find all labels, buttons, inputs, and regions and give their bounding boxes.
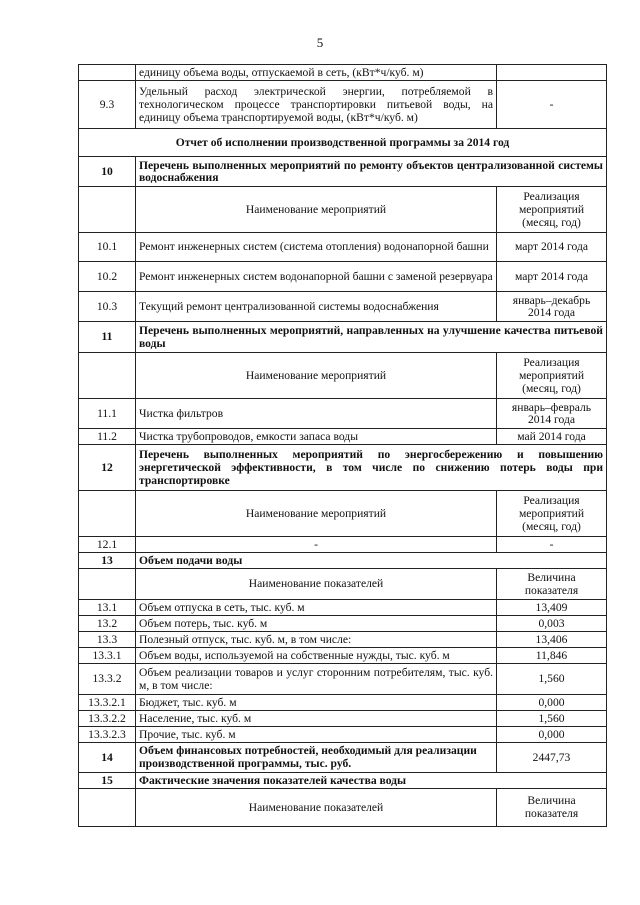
- section-heading: Перечень выполненных мероприятий, направленных на улучшение качества питьевой воды: [136, 321, 607, 352]
- row-value: январь–декабрь 2014 года: [497, 291, 607, 321]
- row-value: март 2014 года: [497, 232, 607, 261]
- row-value: 13,406: [497, 631, 607, 647]
- empty-number-cell: [79, 352, 136, 398]
- section-header-row: [79, 772, 607, 788]
- section-number: 11: [79, 321, 136, 352]
- row-number: 13.3.2: [79, 663, 136, 694]
- row-number: 13.3.2.2: [79, 710, 136, 726]
- row-text: -: [136, 536, 497, 552]
- report-title: Отчет об исполнении производственной программы за 2014 год: [79, 128, 607, 156]
- row-number: 11.1: [79, 398, 136, 428]
- row-value: май 2014 года: [497, 428, 607, 444]
- table-row: [79, 726, 607, 742]
- column-header-row: [79, 788, 607, 826]
- table-row: [79, 710, 607, 726]
- section-number: 10: [79, 156, 136, 186]
- row-text: Население, тыс. куб. м: [136, 710, 497, 726]
- row-number: 10.2: [79, 261, 136, 291]
- row-text: Ремонт инженерных систем (система отопления) водонапорной башни: [136, 232, 497, 261]
- column-header-name: Наименование мероприятий: [136, 490, 497, 536]
- empty-number-cell: [79, 568, 136, 599]
- table-row: [79, 742, 607, 772]
- empty-number-cell: [79, 186, 136, 232]
- row-text: Полезный отпуск, тыс. куб. м, в том числе:: [136, 631, 497, 647]
- empty-number-cell: [79, 788, 136, 826]
- table-row: [79, 694, 607, 710]
- row-value: -: [497, 536, 607, 552]
- section-heading: Фактические значения показателей качества воды: [136, 772, 607, 788]
- column-header-row: [79, 352, 607, 398]
- row-text: Текущий ремонт централизованной системы водоснабжения: [136, 291, 497, 321]
- table-row: [79, 599, 607, 615]
- row-number: 13.3.2.1: [79, 694, 136, 710]
- column-header-value: Величина показателя: [497, 568, 607, 599]
- row-value: январь–февраль 2014 года: [497, 398, 607, 428]
- row-value: 13,409: [497, 599, 607, 615]
- row-number: 10.3: [79, 291, 136, 321]
- row-value: -: [497, 80, 607, 128]
- column-header-row: [79, 490, 607, 536]
- row-text: единицу объема воды, отпускаемой в сеть, (кВт*ч/куб. м): [136, 65, 497, 81]
- table-row: [79, 291, 607, 321]
- table-row: [79, 80, 607, 128]
- column-header-name: Наименование мероприятий: [136, 186, 497, 232]
- column-header-value: Величина показателя: [497, 788, 607, 826]
- row-text: Чистка фильтров: [136, 398, 497, 428]
- row-number: 13.2: [79, 615, 136, 631]
- row-number: [79, 65, 136, 81]
- column-header-value: Реализация мероприятий (месяц, год): [497, 490, 607, 536]
- row-value: 1,560: [497, 663, 607, 694]
- row-text: Объем реализации товаров и услуг сторонним потребителям, тыс. куб. м, в том числе:: [136, 663, 497, 694]
- row-number: 11.2: [79, 428, 136, 444]
- column-header-row: [79, 186, 607, 232]
- row-number: 14: [79, 742, 136, 772]
- page-number: 5: [316, 35, 324, 50]
- section-number: 13: [79, 552, 136, 568]
- column-header-name: Наименование показателей: [136, 568, 497, 599]
- table-row: [79, 536, 607, 552]
- section-header-row: [79, 156, 607, 186]
- row-text: Прочие, тыс. куб. м: [136, 726, 497, 742]
- program-report-table: [78, 64, 607, 827]
- row-number: 13.3: [79, 631, 136, 647]
- row-value: [497, 65, 607, 81]
- column-header-value: Реализация мероприятий (месяц, год): [497, 352, 607, 398]
- row-text: Бюджет, тыс. куб. м: [136, 694, 497, 710]
- table-row: [79, 631, 607, 647]
- table-row: [79, 428, 607, 444]
- table-row: [79, 261, 607, 291]
- row-value: 1,560: [497, 710, 607, 726]
- table-row: [79, 663, 607, 694]
- section-heading: Перечень выполненных мероприятий по ремонту объектов централизованной системы водоснабжения: [136, 156, 607, 186]
- row-number: 9.3: [79, 80, 136, 128]
- row-value: 0,000: [497, 694, 607, 710]
- row-value: март 2014 года: [497, 261, 607, 291]
- column-header-name: Наименование показателей: [136, 788, 497, 826]
- column-header-name: Наименование мероприятий: [136, 352, 497, 398]
- section-header-row: [79, 321, 607, 352]
- section-number: 15: [79, 772, 136, 788]
- table-row: [79, 232, 607, 261]
- row-text: Чистка трубопроводов, емкости запаса воды: [136, 428, 497, 444]
- row-value: 0,000: [497, 726, 607, 742]
- row-number: 13.3.1: [79, 647, 136, 663]
- table-row: [79, 647, 607, 663]
- row-value: 11,846: [497, 647, 607, 663]
- row-text: Объем отпуска в сеть, тыс. куб. м: [136, 599, 497, 615]
- row-value: 0,003: [497, 615, 607, 631]
- table-row: [79, 65, 607, 81]
- empty-number-cell: [79, 490, 136, 536]
- row-text: Объем финансовых потребностей, необходимый для реализации производственной программы, тыс. руб.: [136, 742, 497, 772]
- row-text: Объем воды, используемой на собственные нужды, тыс. куб. м: [136, 647, 497, 663]
- column-header-value: Реализация мероприятий (месяц, год): [497, 186, 607, 232]
- table-row: [79, 398, 607, 428]
- row-number: 13.1: [79, 599, 136, 615]
- table-row: [79, 615, 607, 631]
- row-number: 13.3.2.3: [79, 726, 136, 742]
- section-title-row: [79, 128, 607, 156]
- row-number: 12.1: [79, 536, 136, 552]
- section-header-row: [79, 444, 607, 490]
- row-text: Объем потерь, тыс. куб. м: [136, 615, 497, 631]
- section-number: 12: [79, 444, 136, 490]
- section-heading: Перечень выполненных мероприятий по энергосбережению и повышению энергетической эффективности, в том числе по снижению потерь воды при транспортировке: [136, 444, 607, 490]
- section-header-row: [79, 552, 607, 568]
- row-text: Ремонт инженерных систем водонапорной башни с заменой резервуара: [136, 261, 497, 291]
- row-number: 10.1: [79, 232, 136, 261]
- column-header-row: [79, 568, 607, 599]
- section-heading: Объем подачи воды: [136, 552, 607, 568]
- row-text: Удельный расход электрической энергии, потребляемой в технологическом процессе транспортировки питьевой воды, на единицу объема транспортируемой воды, (кВт*ч/куб. м): [136, 80, 497, 128]
- row-value: 2447,73: [497, 742, 607, 772]
